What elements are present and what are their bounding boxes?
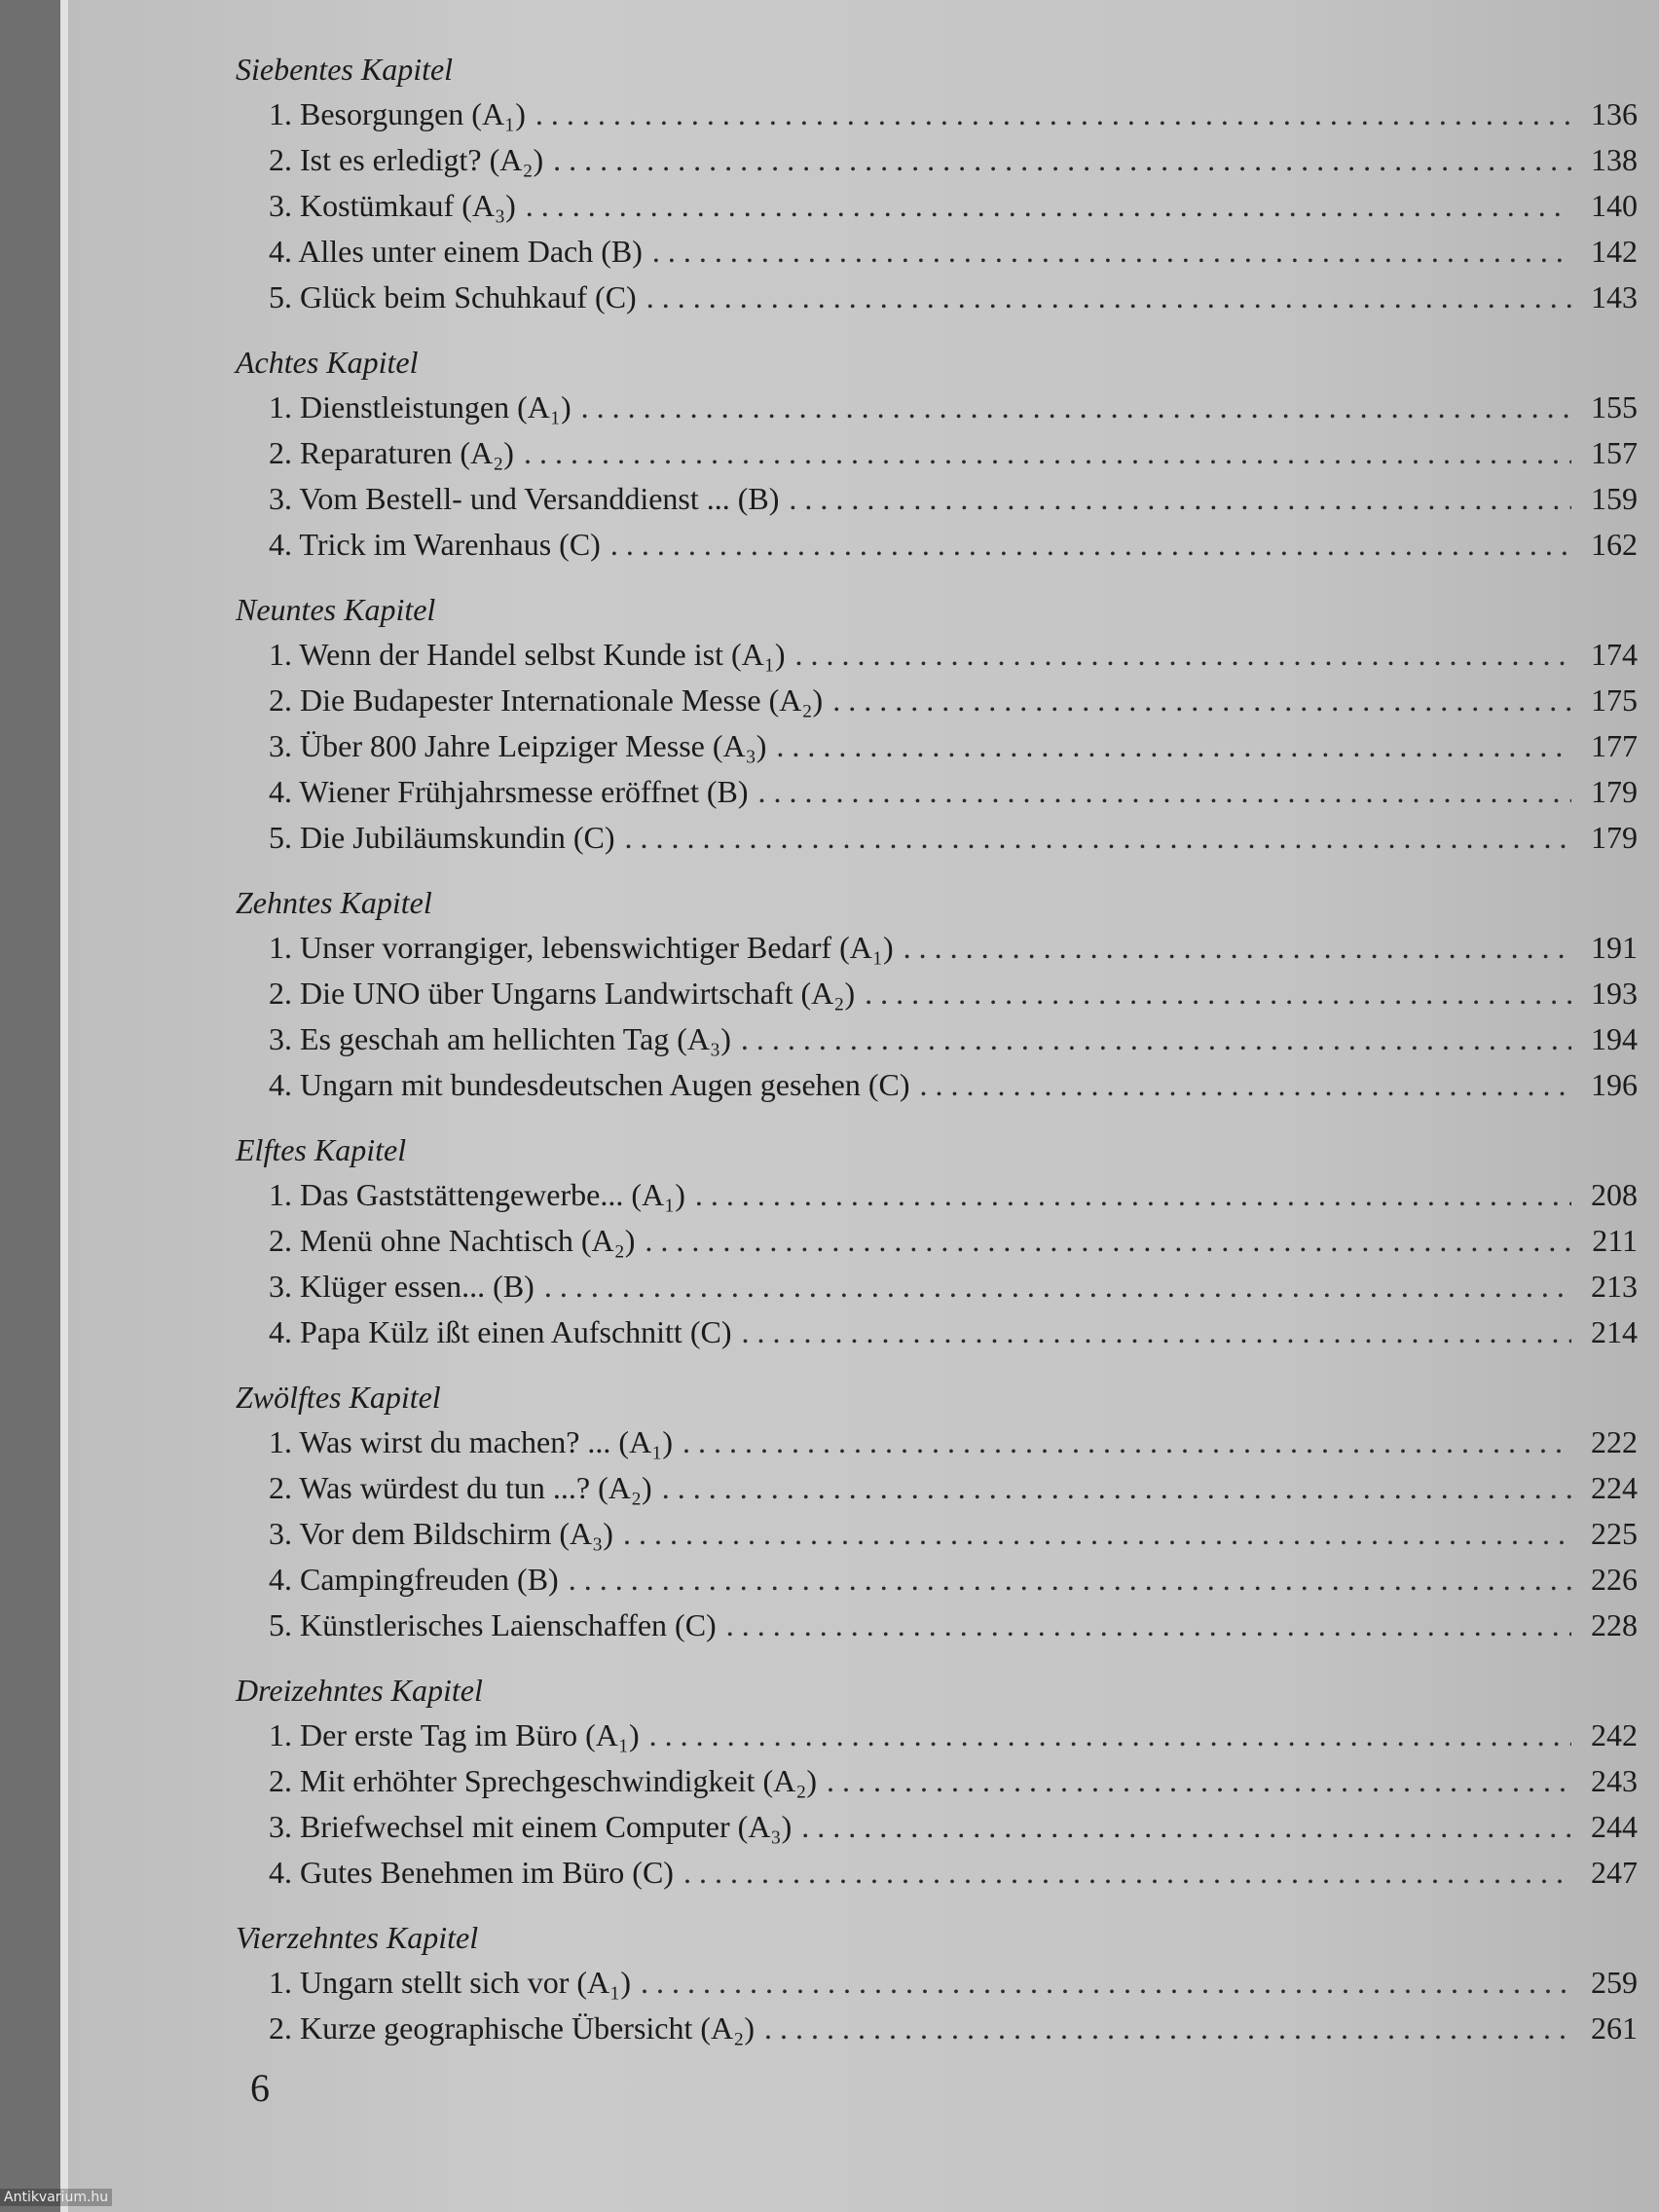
dot-leader <box>569 1557 1571 1603</box>
toc-entry <box>236 815 1638 861</box>
dot-leader <box>623 1511 1571 1557</box>
chapter-section <box>236 1127 1638 1355</box>
toc-entry <box>236 522 1638 568</box>
dot-leader <box>764 2006 1571 2051</box>
page-edge <box>60 0 68 2212</box>
dot-leader <box>682 1419 1571 1465</box>
toc-entry-title: 1. Dienstleistungen (A₁) <box>269 389 571 424</box>
dot-leader <box>581 385 1571 430</box>
toc-entry <box>236 275 1638 320</box>
toc-entry-page: 138 <box>1591 142 1638 177</box>
dot-leader <box>758 769 1572 815</box>
toc-entry-page: 208 <box>1591 1177 1638 1212</box>
toc-entry <box>236 229 1638 275</box>
toc-entry-page: 222 <box>1591 1424 1638 1459</box>
toc-entry-title: 4. Wiener Frühjahrsmesse eröffnet (B) <box>269 774 749 809</box>
toc-entry <box>236 2006 1638 2051</box>
dot-leader <box>646 275 1571 320</box>
dot-leader <box>535 92 1571 137</box>
chapter-title: Zwölftes Kapitel <box>236 1380 441 1415</box>
toc-entry <box>236 183 1638 229</box>
toc-entry-page: 174 <box>1591 637 1638 672</box>
toc-entry-title: 2. Mit erhöhter Sprechgeschwindigkeit (A₂) <box>269 1763 818 1798</box>
toc-entry-title: 2. Die Budapester Internationale Messe (A₂) <box>269 682 824 718</box>
chapter-section <box>236 47 1638 320</box>
book-page <box>60 0 1659 2212</box>
toc-entry-title: 4. Campingfreuden (B) <box>269 1562 559 1597</box>
toc-entry-page: 177 <box>1591 728 1638 763</box>
toc-entry <box>236 1713 1638 1758</box>
toc-entry-page: 228 <box>1591 1607 1638 1642</box>
toc-entry-title: 5. Die Jubiläumskundin (C) <box>269 820 615 855</box>
watermark-text: Antikvarium.hu <box>0 2189 112 2206</box>
toc-entry-title: 2. Was würdest du tun ...? (A₂) <box>269 1470 652 1505</box>
toc-entry-title: 2. Kurze geographische Übersicht (A₂) <box>269 2010 755 2046</box>
toc-entry-page: 211 <box>1592 1223 1638 1258</box>
toc-entry <box>236 1804 1638 1850</box>
dot-leader <box>741 1309 1571 1355</box>
chapter-title: Zehntes Kapitel <box>236 885 432 920</box>
toc-entry <box>236 1016 1638 1062</box>
dot-leader <box>526 183 1571 229</box>
chapter-title: Elftes Kapitel <box>236 1132 407 1167</box>
toc-entry <box>236 1062 1638 1108</box>
toc-entry <box>236 1603 1638 1648</box>
toc-entry <box>236 1419 1638 1465</box>
toc-entry-title: 3. Klüger essen... (B) <box>269 1269 535 1304</box>
toc-entry <box>236 137 1638 183</box>
toc-entry <box>236 430 1638 476</box>
table-of-contents <box>236 47 1638 2071</box>
chapter-title: Achtes Kapitel <box>236 345 419 380</box>
toc-entry-title: 1. Was wirst du machen? ... (A₁) <box>269 1424 673 1459</box>
toc-entry-page: 175 <box>1591 682 1638 718</box>
toc-entry-title: 1. Unser vorrangiger, lebenswichtiger Bedarf (A₁) <box>269 930 894 965</box>
toc-entry <box>236 632 1638 678</box>
chapter-section <box>236 1915 1638 2051</box>
toc-entry <box>236 476 1638 522</box>
dot-leader <box>649 1713 1571 1758</box>
chapter-title: Dreizehntes Kapitel <box>236 1673 483 1708</box>
toc-entry-title: 3. Vor dem Bildschirm (A₃) <box>269 1516 613 1551</box>
chapter-section <box>236 340 1638 568</box>
toc-entry-title: 3. Vom Bestell- und Versanddienst ... (B) <box>269 481 780 516</box>
toc-entry-title: 1. Der erste Tag im Büro (A₁) <box>269 1717 640 1752</box>
toc-entry-page: 247 <box>1591 1855 1638 1890</box>
toc-entry-title: 3. Kostümkauf (A₃) <box>269 188 516 223</box>
toc-entry-title: 2. Reparaturen (A₂) <box>269 435 514 470</box>
dot-leader <box>801 1804 1571 1850</box>
toc-entry <box>236 925 1638 971</box>
dot-leader <box>741 1016 1571 1062</box>
toc-entry-page: 224 <box>1591 1470 1638 1505</box>
toc-entry-page: 225 <box>1591 1516 1638 1551</box>
dot-leader <box>641 1960 1571 2006</box>
chapter-section <box>236 1668 1638 1896</box>
toc-entry-title: 1. Besorgungen (A₁) <box>269 96 526 131</box>
toc-entry <box>236 385 1638 430</box>
chapter-section <box>236 880 1638 1108</box>
dot-leader <box>683 1850 1571 1896</box>
toc-entry-page: 191 <box>1591 930 1638 965</box>
toc-entry-page: 136 <box>1591 96 1638 131</box>
toc-entry-page: 194 <box>1591 1021 1638 1056</box>
toc-entry-title: 5. Künstlerisches Laienschaffen (C) <box>269 1607 717 1642</box>
toc-entry-page: 196 <box>1591 1067 1638 1102</box>
toc-entry <box>236 1960 1638 2006</box>
toc-entry-page: 162 <box>1591 527 1638 562</box>
dot-leader <box>920 1062 1571 1108</box>
dot-leader <box>776 723 1571 769</box>
toc-entry <box>236 1465 1638 1511</box>
dot-leader <box>865 971 1571 1016</box>
toc-entry-title: 3. Briefwechsel mit einem Computer (A₃) <box>269 1809 793 1844</box>
toc-entry-title: 4. Gutes Benehmen im Büro (C) <box>269 1855 674 1890</box>
toc-entry-title: 1. Das Gaststättengewerbe... (A₁) <box>269 1177 685 1212</box>
toc-entry-title: 4. Alles unter einem Dach (B) <box>269 234 643 269</box>
toc-entry-page: 179 <box>1591 774 1638 809</box>
dot-leader <box>695 1172 1571 1218</box>
dot-leader <box>645 1218 1571 1264</box>
chapter-section <box>236 1375 1638 1648</box>
toc-entry-title: 4. Trick im Warenhaus (C) <box>269 527 601 562</box>
toc-entry <box>236 769 1638 815</box>
toc-entry-title: 2. Menü ohne Nachtisch (A₂) <box>269 1223 636 1258</box>
toc-entry-page: 261 <box>1591 2010 1638 2046</box>
toc-entry-page: 193 <box>1591 976 1638 1011</box>
toc-entry-page: 259 <box>1591 1965 1638 2000</box>
toc-entry <box>236 92 1638 137</box>
toc-entry-page: 214 <box>1591 1314 1638 1349</box>
toc-entry <box>236 1557 1638 1603</box>
toc-entry-page: 140 <box>1591 188 1638 223</box>
dot-leader <box>789 476 1571 522</box>
toc-entry-title: 1. Wenn der Handel selbst Kunde ist (A₁) <box>269 637 786 672</box>
dot-leader <box>903 925 1571 971</box>
dot-leader <box>726 1603 1571 1648</box>
toc-entry-title: 2. Ist es erledigt? (A₂) <box>269 142 544 177</box>
dot-leader <box>832 678 1571 723</box>
toc-entry-title: 5. Glück beim Schuhkauf (C) <box>269 279 637 314</box>
toc-entry <box>236 971 1638 1016</box>
toc-entry-page: 157 <box>1591 435 1638 470</box>
toc-entry-page: 155 <box>1591 389 1638 424</box>
chapter-title: Vierzehntes Kapitel <box>236 1920 479 1955</box>
toc-entry-title: 3. Es geschah am hellichten Tag (A₃) <box>269 1021 731 1056</box>
dot-leader <box>544 1264 1571 1309</box>
toc-entry <box>236 1264 1638 1309</box>
toc-entry-page: 159 <box>1591 481 1638 516</box>
page-number: 6 <box>250 2066 270 2110</box>
toc-entry-page: 179 <box>1591 820 1638 855</box>
dot-leader <box>625 815 1571 861</box>
toc-entry <box>236 1511 1638 1557</box>
toc-entry <box>236 723 1638 769</box>
chapter-title: Siebentes Kapitel <box>236 52 454 87</box>
dot-leader <box>652 229 1571 275</box>
toc-entry <box>236 1309 1638 1355</box>
toc-entry-title: 2. Die UNO über Ungarns Landwirtschaft (A₂) <box>269 976 856 1011</box>
dot-leader <box>662 1465 1571 1511</box>
toc-entry-title: 4. Papa Külz ißt einen Aufschnitt (C) <box>269 1314 732 1349</box>
toc-entry <box>236 1172 1638 1218</box>
dot-leader <box>610 522 1571 568</box>
toc-entry <box>236 1758 1638 1804</box>
toc-entry <box>236 1850 1638 1896</box>
toc-entry-title: 3. Über 800 Jahre Leipziger Messe (A₃) <box>269 728 767 763</box>
toc-entry-page: 143 <box>1591 279 1638 314</box>
dot-leader <box>827 1758 1571 1804</box>
toc-entry-page: 242 <box>1591 1717 1638 1752</box>
toc-entry-title: 1. Ungarn stellt sich vor (A₁) <box>269 1965 631 2000</box>
toc-entry-page: 244 <box>1591 1809 1638 1844</box>
toc-entry-page: 142 <box>1591 234 1638 269</box>
toc-entry-page: 243 <box>1591 1763 1638 1798</box>
dot-leader <box>553 137 1571 183</box>
toc-entry <box>236 1218 1638 1264</box>
toc-entry-title: 4. Ungarn mit bundesdeutschen Augen gesehen (C) <box>269 1067 910 1102</box>
dot-leader <box>795 632 1571 678</box>
toc-entry <box>236 678 1638 723</box>
toc-entry-page: 226 <box>1591 1562 1638 1597</box>
chapter-section <box>236 587 1638 861</box>
chapter-title: Neuntes Kapitel <box>236 592 436 627</box>
dot-leader <box>524 430 1571 476</box>
toc-entry-page: 213 <box>1591 1269 1638 1304</box>
